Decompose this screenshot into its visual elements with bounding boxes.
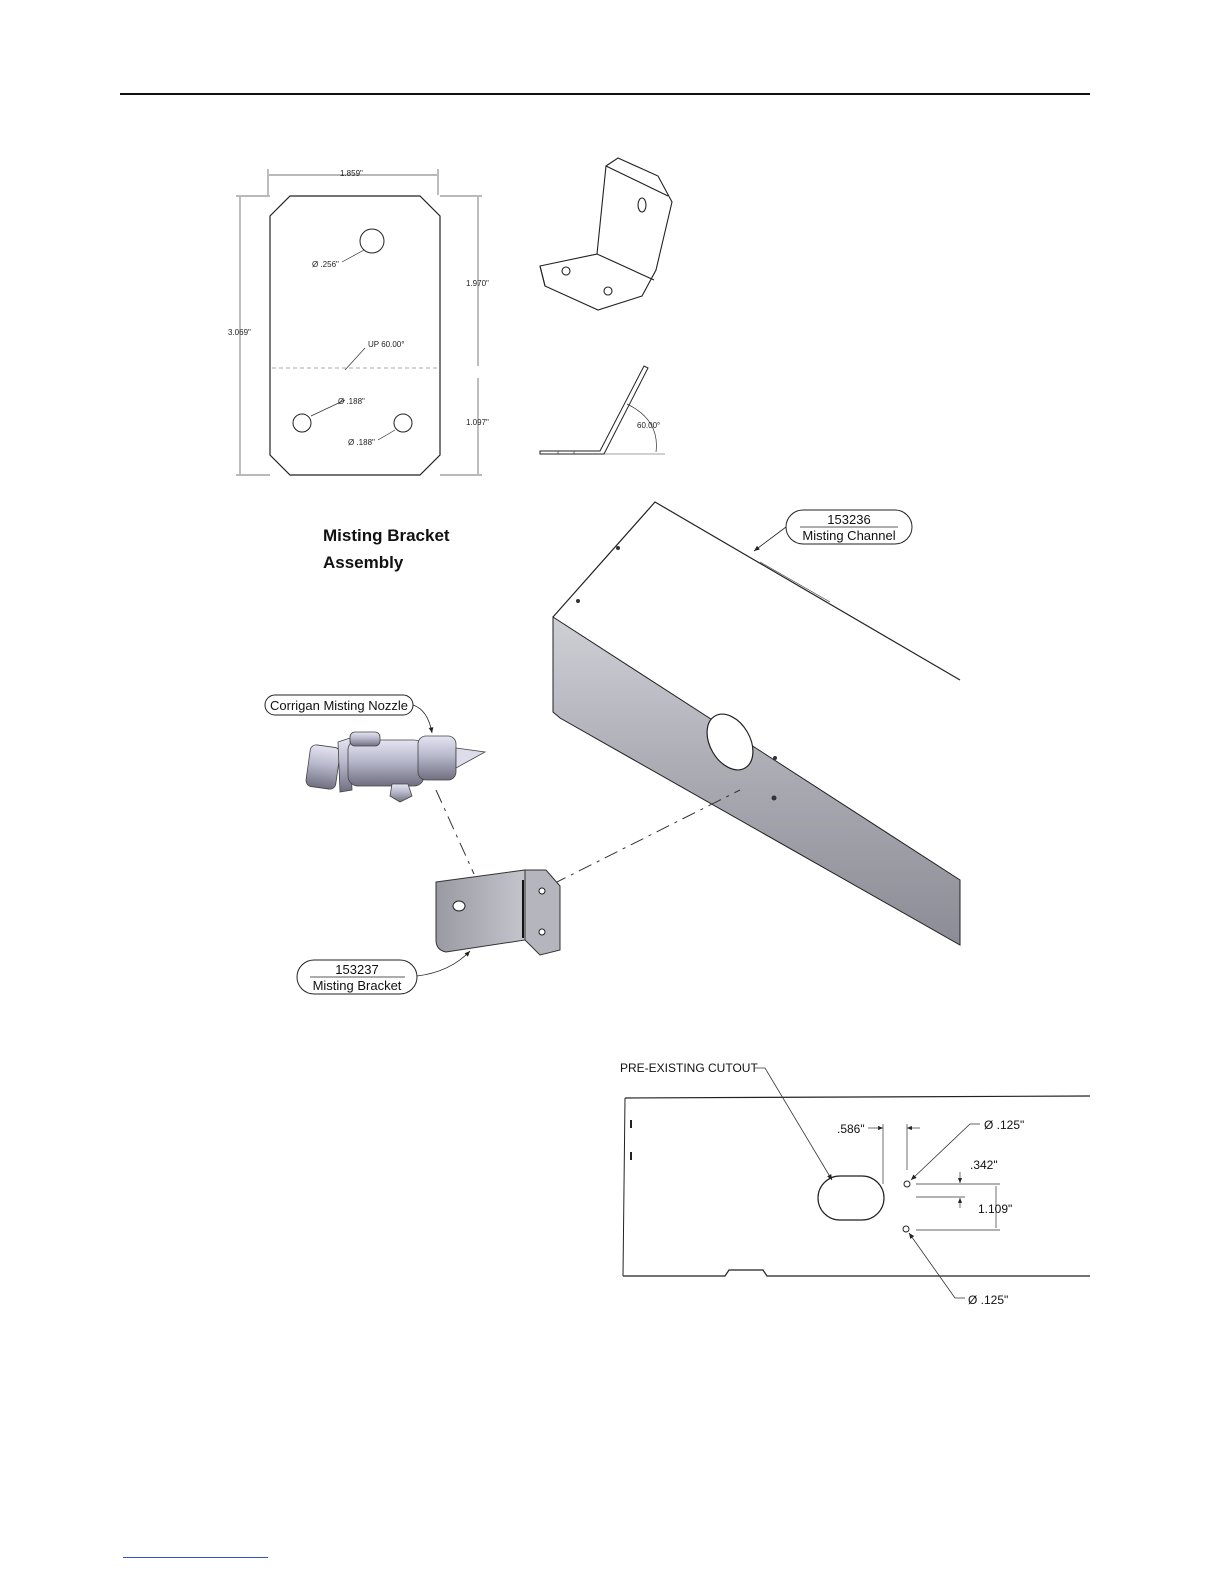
- footer-link-underline: [123, 1557, 268, 1558]
- misting-nozzle-part: [305, 732, 485, 802]
- detail-hole-bottom: [903, 1226, 909, 1232]
- callout-misting-nozzle: [265, 695, 432, 733]
- flat-pattern-drawing: [228, 169, 489, 475]
- hole-right: [394, 414, 412, 432]
- label-hole-top: Ø .125": [984, 1118, 1025, 1132]
- isometric-bracket-view: [540, 158, 672, 310]
- dim-upper-height: 1.970": [466, 279, 489, 288]
- label-offset-x: .586": [837, 1122, 865, 1136]
- hole-top: [360, 229, 384, 253]
- label-hole-right: Ø .188": [348, 438, 375, 447]
- hole-left: [293, 414, 311, 432]
- dim-lower-height: 1.097": [466, 418, 489, 427]
- assembly-title-line1: Misting Bracket: [323, 526, 450, 545]
- cutout-detail-drawing: [620, 1061, 1090, 1307]
- label-pre-existing-cutout: PRE-EXISTING CUTOUT: [620, 1061, 758, 1075]
- assembly-title-line2: Assembly: [323, 553, 404, 572]
- callout-bracket-name: Misting Bracket: [312, 978, 402, 993]
- label-hole-spacing: 1.109": [978, 1202, 1013, 1216]
- callout-misting-bracket: [297, 951, 470, 994]
- label-bend-angle: 60.00°: [637, 421, 661, 430]
- label-bend-note: UP 60.00°: [368, 340, 405, 349]
- misting-bracket-part: [436, 870, 560, 955]
- callout-channel-name: Misting Channel: [802, 528, 896, 543]
- flat-pattern-outline: [270, 196, 440, 475]
- dim-width: 1.859": [340, 169, 363, 178]
- callout-misting-channel: [754, 510, 912, 551]
- misting-channel-part: [553, 502, 960, 945]
- callout-nozzle-name: Corrigan Misting Nozzle: [270, 698, 408, 713]
- assembly-path-nozzle: [436, 790, 474, 874]
- dim-height: 3.069": [228, 328, 251, 337]
- detail-oval-cutout: [818, 1176, 884, 1220]
- label-hole-left: Ø .188": [338, 397, 365, 406]
- detail-hole-top: [904, 1181, 910, 1187]
- assembly-path-channel: [553, 790, 740, 884]
- label-hole-top: Ø .256": [312, 260, 339, 269]
- label-offset-y: .342": [970, 1158, 998, 1172]
- callout-bracket-number: 153237: [335, 962, 379, 977]
- label-hole-bottom: Ø .125": [968, 1293, 1009, 1307]
- callout-channel-number: 153236: [827, 512, 871, 527]
- side-view-drawing: [540, 366, 665, 454]
